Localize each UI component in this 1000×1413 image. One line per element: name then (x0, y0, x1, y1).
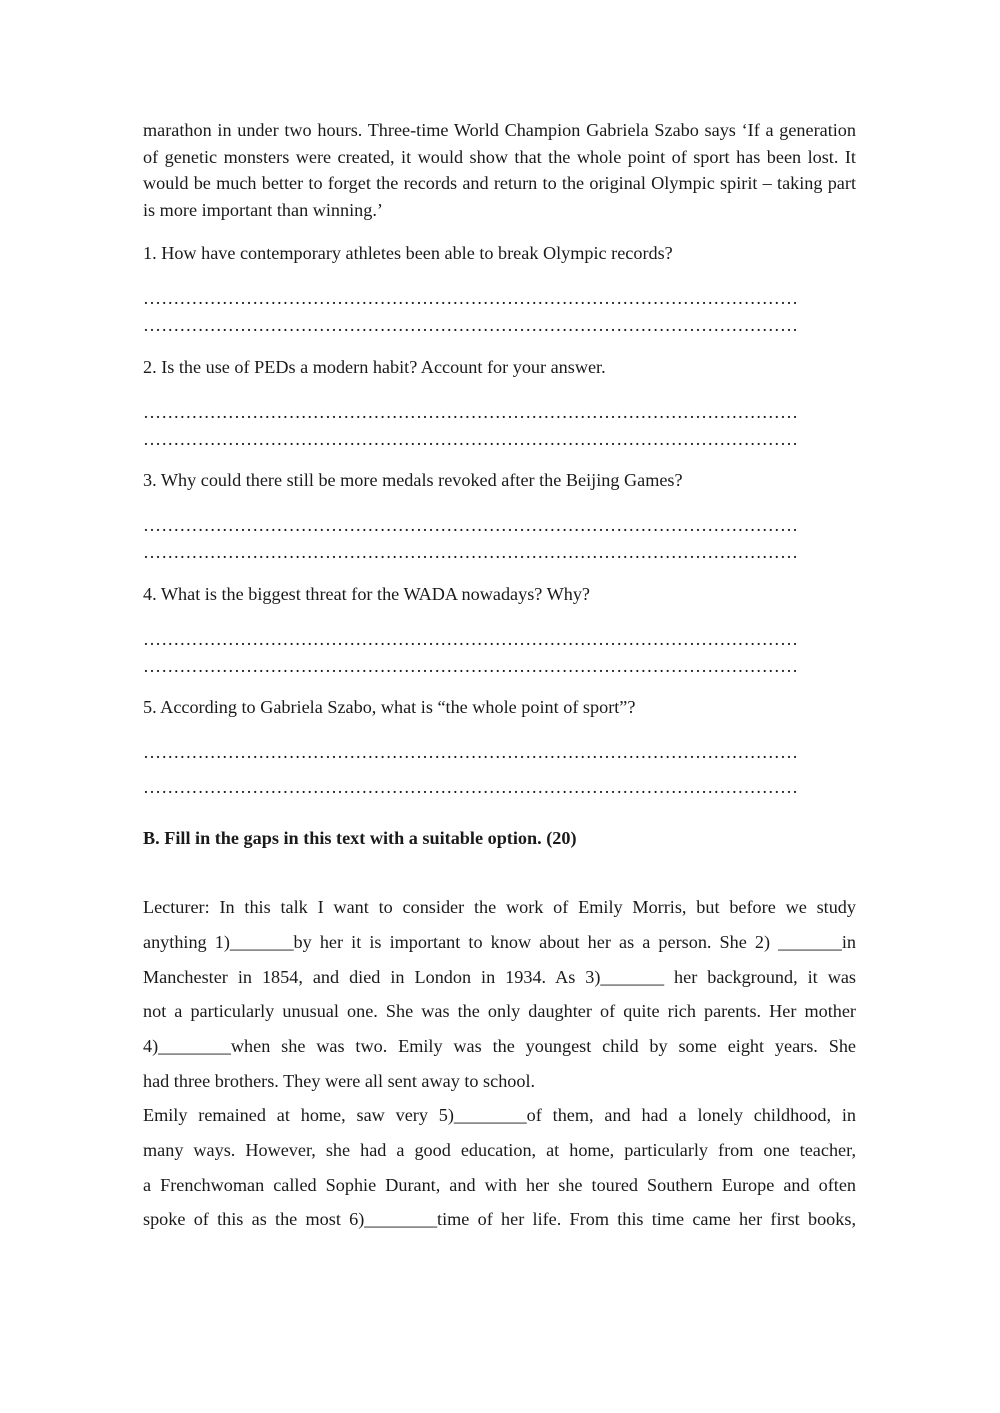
answer-line-3b[interactable]: ……………………………………………………………………………………………… (143, 542, 799, 562)
answer-line-1b[interactable]: ……………………………………………………………………………………………… (143, 315, 799, 335)
gap-text-line-3: Manchester in 1854, and died in London in 1934. As 3)_______ her background, it was (143, 967, 856, 987)
answer-line-4a[interactable]: ……………………………………………………………………………………………… (143, 629, 799, 649)
answer-line-4b[interactable]: ……………………………………………………………………………………………… (143, 656, 799, 676)
gap-text-line-10: spoke of this as the most 6)________time of her life. From this time came her first books, (143, 1209, 856, 1229)
reading-passage: marathon in under two hours. Three-time World Champion Gabriela Szabo says ‘If a generation of genetic monsters were created, it would show that the whole point of sport has been lost. It would be much better to forget the records and return to the original Olympic spirit – taking part is more important than winning.’ (143, 120, 856, 221)
question-3: 3. Why could there still be more medals revoked after the Beijing Games? (143, 470, 683, 490)
gap-text-line-1: Lecturer: In this talk I want to consider the work of Emily Morris, but before we study (143, 897, 856, 917)
question-5: 5. According to Gabriela Szabo, what is “the whole point of sport”? (143, 697, 636, 717)
gap-text-line-6: had three brothers. They were all sent away to school. (143, 1071, 536, 1091)
section-b-heading: B. Fill in the gaps in this text with a suitable option. (20) (143, 828, 577, 848)
answer-line-3a[interactable]: ……………………………………………………………………………………………… (143, 515, 799, 535)
gap-text-line-9: a Frenchwoman called Sophie Durant, and with her she toured Southern Europe and often (143, 1175, 856, 1195)
gap-text-line-2: anything 1)_______by her it is important to know about her as a person. She 2) _______in (143, 932, 856, 952)
answer-line-5a[interactable]: ……………………………………………………………………………………………… (143, 742, 799, 762)
answer-line-2a[interactable]: ……………………………………………………………………………………………… (143, 402, 799, 422)
gap-text-line-7: Emily remained at home, saw very 5)________of them, and had a lonely childhood, in (143, 1105, 856, 1125)
gap-text-line-4: not a particularly unusual one. She was the only daughter of quite rich parents. Her mother (143, 1001, 856, 1021)
answer-line-2b[interactable]: ……………………………………………………………………………………………… (143, 429, 799, 449)
answer-line-1a[interactable]: ……………………………………………………………………………………………… (143, 288, 799, 308)
gap-text-line-8: many ways. However, she had a good education, at home, particularly from one teacher, (143, 1140, 856, 1160)
question-4: 4. What is the biggest threat for the WADA nowadays? Why? (143, 584, 591, 604)
question-2: 2. Is the use of PEDs a modern habit? Account for your answer. (143, 357, 606, 377)
gap-text-line-5: 4)________when she was two. Emily was the youngest child by some eight years. She (143, 1036, 856, 1056)
question-1: 1. How have contemporary athletes been able to break Olympic records? (143, 243, 673, 263)
answer-line-5b[interactable]: ……………………………………………………………………………………………… (143, 777, 799, 797)
